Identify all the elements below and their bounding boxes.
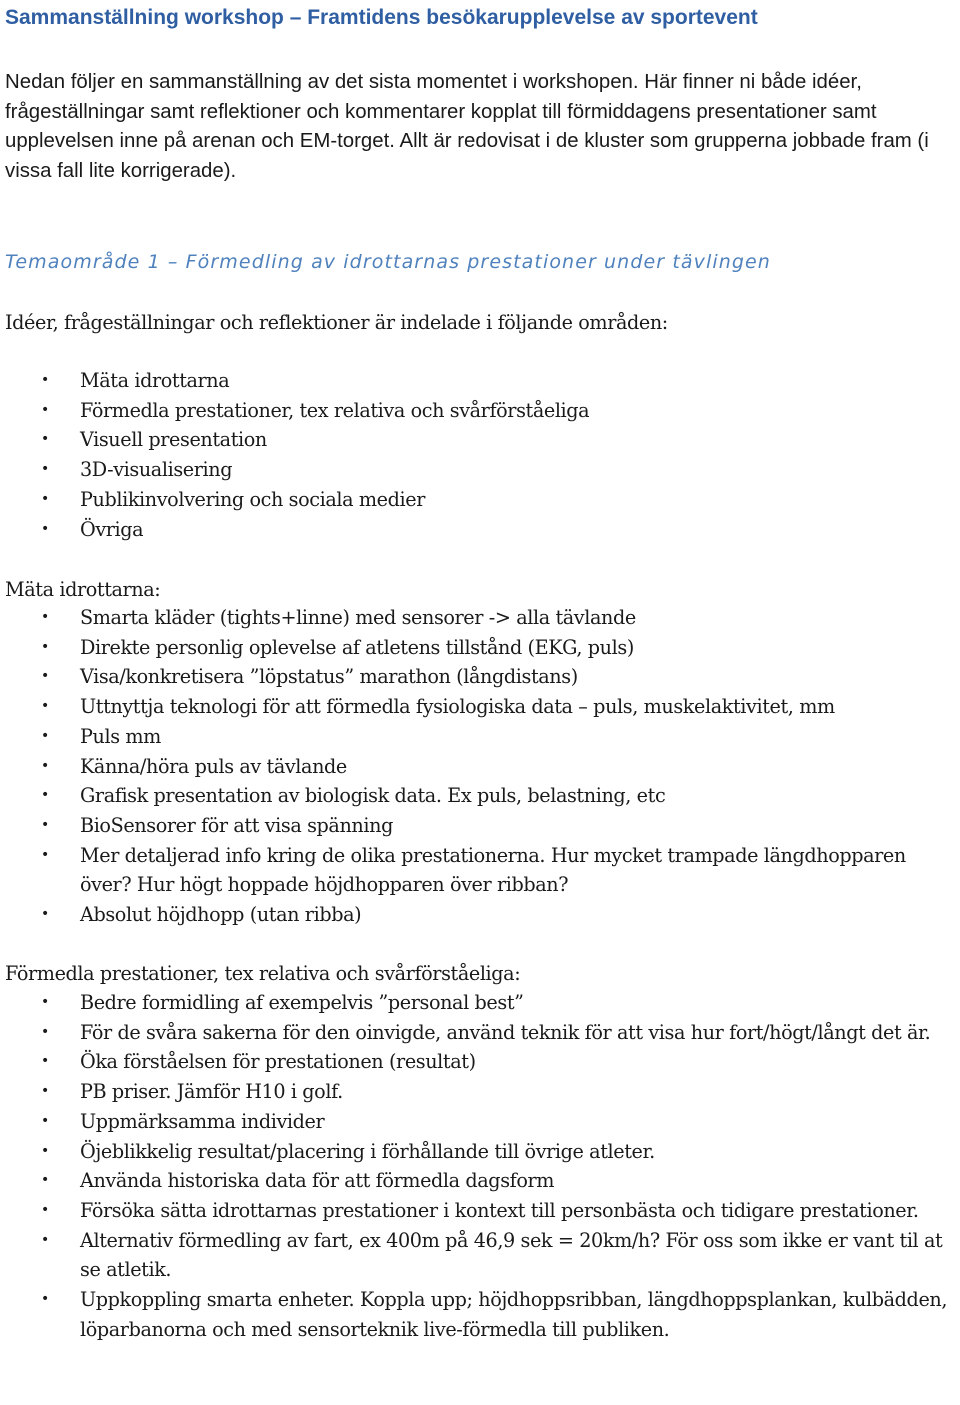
list-item: • För de svåra sakerna för den oinvigde, använd teknik för att visa hur fort/högt/långt det är. <box>0 1018 960 1048</box>
bullet-icon <box>41 1107 49 1137</box>
list-item: • Förmedla prestationer, tex relativa och svårförståeliga <box>0 396 960 426</box>
list-item: • Smarta kläder (tights+linne) med sensorer -> alla tävlande <box>0 603 960 633</box>
list-item: • Försöka sätta idrottarnas prestationer i kontext till personbästa och tidigare prestationer. <box>0 1196 960 1226</box>
bullet-icon <box>41 692 49 722</box>
convey-list <box>0 988 960 1344</box>
section-heading-convey: Förmedla prestationer, tex relativa och svårförståeliga: <box>5 962 521 985</box>
bullet-icon <box>41 425 49 455</box>
bullet-icon <box>41 988 49 1018</box>
list-item: • Känna/höra puls av tävlande <box>0 752 960 782</box>
bullet-icon <box>41 485 49 515</box>
list-item: • Mer detaljerad info kring de olika prestationerna. Hur mycket trampade längdhopparen över? Hur högt hoppade höjdhopparen över ribban? <box>0 841 960 900</box>
list-item: • Öka förståelsen för prestationen (resultat) <box>0 1047 960 1077</box>
bullet-icon <box>41 1018 49 1048</box>
bullet-icon <box>41 662 49 692</box>
bullet-icon <box>41 781 49 811</box>
bullet-icon <box>41 1226 49 1256</box>
bullet-icon <box>41 633 49 663</box>
theme-heading: Temaområde 1 – Förmedling av idrottarnas prestationer under tävlingen <box>5 251 771 273</box>
bullet-icon <box>41 455 49 485</box>
list-item: • Alternativ förmedling av fart, ex 400m på 46,9 sek = 20km/h? För oss som ikke er vant til at se atletik. <box>0 1226 960 1285</box>
areas-list <box>0 366 960 544</box>
list-item: • Mäta idrottarna <box>0 366 960 396</box>
measure-list <box>0 603 960 930</box>
intro-paragraph: Nedan följer en sammanställning av det sista momentet i workshopen. Här finner ni både idéer, frågeställningar samt reflektioner och kommentarer kopplat till förmiddagens presentationer samt upplevelsen inne på arenan och EM-torget. Allt är redovisat i de kluster som grupperna jobbade fram (i vissa fall lite korrigerade). <box>5 71 929 182</box>
list-item: • Publikinvolvering och sociala medier <box>0 485 960 515</box>
bullet-icon <box>41 1166 49 1196</box>
bullet-icon <box>41 366 49 396</box>
document-title: Sammanställning workshop – Framtidens besökarupplevelse av sportevent <box>5 6 758 29</box>
list-item: • Visa/konkretisera ”löpstatus” marathon (långdistans) <box>0 662 960 692</box>
list-item: • Absolut höjdhopp (utan ribba) <box>0 900 960 930</box>
bullet-icon <box>41 1137 49 1167</box>
list-item: • BioSensorer för att visa spänning <box>0 811 960 841</box>
bullet-icon <box>41 752 49 782</box>
bullet-icon <box>41 900 49 930</box>
bullet-icon <box>41 1077 49 1107</box>
list-item: • Visuell presentation <box>0 425 960 455</box>
list-item: • 3D-visualisering <box>0 455 960 485</box>
list-item: • Uttnyttja teknologi för att förmedla fysiologiska data – puls, muskelaktivitet, mm <box>0 692 960 722</box>
areas-intro: Idéer, frågeställningar och reflektioner är indelade i följande områden: <box>5 311 668 334</box>
bullet-icon <box>41 841 49 871</box>
list-item: • Öjeblikkelig resultat/placering i förhållande till övrige atleter. <box>0 1137 960 1167</box>
bullet-icon <box>41 1285 49 1315</box>
list-item: • Direkte personlig oplevelse af atletens tillstånd (EKG, puls) <box>0 633 960 663</box>
list-item: • Bedre formidling af exempelvis ”personal best” <box>0 988 960 1018</box>
list-item: • PB priser. Jämför H10 i golf. <box>0 1077 960 1107</box>
bullet-icon <box>41 722 49 752</box>
list-item: • Uppmärksamma individer <box>0 1107 960 1137</box>
list-item: • Använda historiska data för att förmedla dagsform <box>0 1166 960 1196</box>
list-item: • Övriga <box>0 515 960 545</box>
list-item: • Puls mm <box>0 722 960 752</box>
list-item: • Uppkoppling smarta enheter. Koppla upp; höjdhoppsribban, längdhoppsplankan, kulbädden, löparbanorna och med sensorteknik live-förmedla till publiken. <box>0 1285 960 1344</box>
section-heading-measure: Mäta idrottarna: <box>5 578 161 601</box>
bullet-icon <box>41 515 49 545</box>
bullet-icon <box>41 396 49 426</box>
bullet-icon <box>41 603 49 633</box>
bullet-icon <box>41 1196 49 1226</box>
bullet-icon <box>41 811 49 841</box>
bullet-icon <box>41 1047 49 1077</box>
list-item: • Grafisk presentation av biologisk data. Ex puls, belastning, etc <box>0 781 960 811</box>
